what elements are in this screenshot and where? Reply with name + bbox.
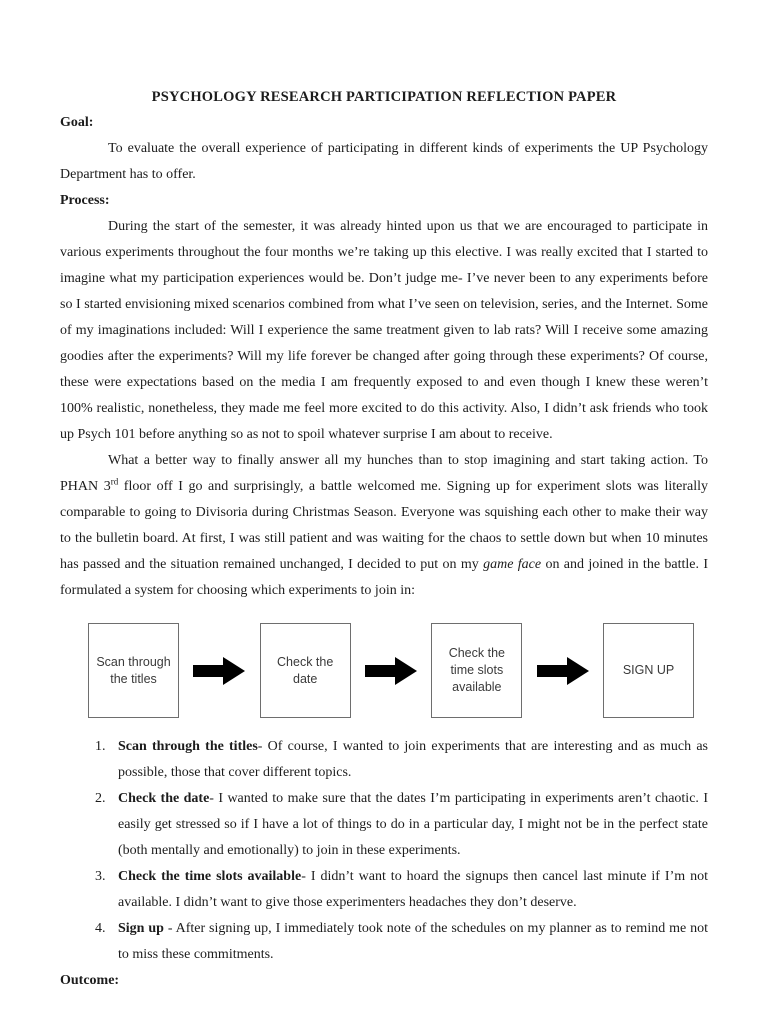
flowchart-step-label: Check the time slots available — [448, 646, 505, 694]
list-item — [60, 916, 708, 968]
process-steps-list — [60, 734, 708, 968]
list-item-label: Check the date — [118, 791, 210, 806]
outcome-heading: Outcome: — [60, 973, 120, 988]
page-title: PSYCHOLOGY RESEARCH PARTICIPATION REFLECTION PAPER — [151, 89, 617, 105]
flowchart-step-label: SIGN UP — [622, 663, 675, 677]
list-item-text: - Of course, I wanted to join experiments that are interesting and as much as possible, those that cover different topics. — [118, 739, 708, 780]
flowchart-step-sign-up — [603, 623, 694, 718]
flowchart-step-check-date — [260, 623, 351, 718]
process-paragraph-2: What a better way to finally answer all my hunches than to stop imagining and start taking action. To PHAN 3rd floor off I go and surprisingly, a battle welcomed me. Signing up for experiment slots was literally comparable to going to Divisoria during Christmas Season. Everyone was squishing each other to make their way to the bulletin board. At first, I was still patient and was waiting for the chaos to settle down but when 10 minutes has passed and the situation remained unchanged, I decided to put on my game face on and joined in the battle. I formulated a system for choosing which experiments to join in: — [60, 453, 708, 598]
right-arrow-icon — [522, 657, 603, 685]
right-arrow-icon — [179, 657, 260, 685]
list-item-label: Scan through the titles — [118, 739, 258, 754]
list-item-text: - I wanted to make sure that the dates I’m participating in experiments aren’t chaotic. I easily get stressed so if I have a lot of things to do in a particular day, I might not be in the perfect state (both mentally and emotionally) to join in these experiments. — [118, 791, 708, 858]
flowchart-step-check-time-slots — [431, 623, 522, 718]
goal-heading: Goal: — [60, 115, 94, 130]
process-heading: Process: — [60, 193, 110, 208]
list-item-number: 3. — [95, 869, 106, 884]
list-item-text: - I didn’t want to hoard the signups then cancel last minute if I’m not available. I didn’t want to give those experimenters headaches they don’t deserve. — [118, 869, 708, 910]
list-item-number: 2. — [95, 791, 106, 806]
list-item — [60, 734, 708, 786]
signup-process-flowchart — [88, 623, 694, 718]
list-item-label: Check the time slots available — [118, 869, 302, 884]
process-paragraph-1: During the start of the semester, it was already hinted upon us that we are encouraged to participate in various experiments throughout the four months we’re taking up this elective. I was really excited that I started to imagine what my participation experiences would be. Don’t judge me- I’ve never been to any experiments before so I started envisioning mixed scenarios combined from what I’ve seen on television, series, and the Internet. Some of my imaginations included: Will I experience the same treatment given to lab rats? Will I receive some amazing goodies after the experiments? Will my life forever be changed after going through these experiments? Of course, these were expectations based on the media I am frequently exposed to and even though I knew these weren’t 100% realistic, nonetheless, they made me feel more excited to do this activity. Also, I didn’t ask friends who took up Psych 101 before anything so as not to spoil whatever surprise I am about to receive. — [60, 219, 708, 442]
list-item — [60, 786, 708, 864]
list-item-number: 4. — [95, 921, 106, 936]
list-item — [60, 864, 708, 916]
goal-paragraph: To evaluate the overall experience of participating in different kinds of experiments the UP Psychology Department has to offer. — [60, 141, 708, 182]
list-item-text: - After signing up, I immediately took note of the schedules on my planner as to remind me not to miss these commitments. — [118, 921, 708, 962]
right-arrow-icon — [351, 657, 432, 685]
flowchart-step-scan-titles — [88, 623, 179, 718]
flowchart-step-label: Check the date — [277, 654, 334, 686]
flowchart-step-label: Scan through the titles — [96, 654, 171, 686]
list-item-number: 1. — [95, 739, 106, 754]
list-item-label: Sign up — [118, 921, 164, 936]
